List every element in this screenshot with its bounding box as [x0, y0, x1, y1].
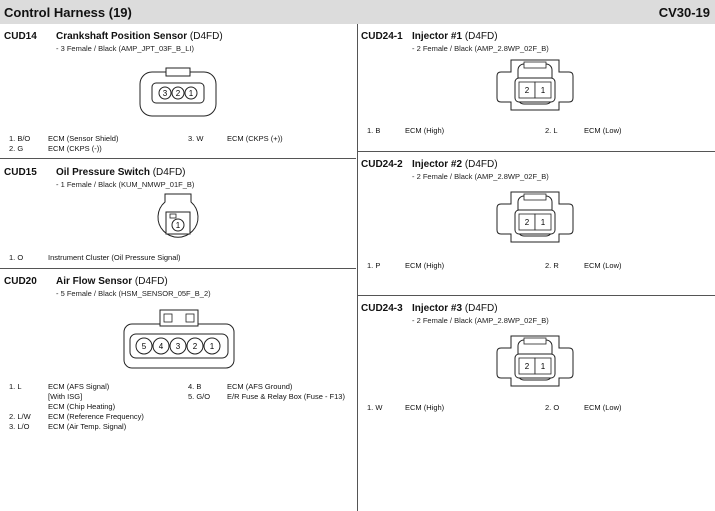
pin-label: 1: [540, 362, 546, 371]
pin-label: 1: [540, 86, 546, 95]
connector-spec: - 2 Female / Black (AMP_2.8WP_02F_B): [412, 316, 549, 325]
pin-description: E/R Fuse & Relay Box (Fuse - F13): [227, 392, 345, 401]
connector-id: CUD15: [4, 167, 37, 178]
pin-description: ECM (High): [405, 261, 445, 270]
connector-cud15-diagram: [157, 192, 199, 246]
pin-number: 1. B: [367, 126, 381, 135]
connector-name: Injector #3 (D4FD): [412, 303, 498, 314]
pin-number: 2. L: [545, 126, 558, 135]
connector-name: Injector #2 (D4FD): [412, 159, 498, 170]
connector-name: Crankshaft Position Sensor (D4FD): [56, 31, 223, 42]
connector-id: CUD24-2: [361, 159, 403, 170]
pin-description: ECM (Low): [584, 261, 622, 270]
pin-label: 1: [209, 342, 215, 351]
divider-cud15: [0, 268, 356, 269]
pin-label: 3: [175, 342, 181, 351]
connector-cud20-diagram: [124, 310, 234, 368]
pin-description: ECM (AFS Signal): [48, 382, 110, 391]
connector-id: CUD24-1: [361, 31, 403, 42]
connector-spec: - 1 Female / Black (KUM_NMWP_01F_B): [56, 180, 195, 189]
pin-number: 1. B/O: [9, 134, 31, 143]
connector-spec: - 5 Female / Black (HSM_SENSOR_05F_B_2): [56, 289, 211, 298]
connector-name: Injector #1 (D4FD): [412, 31, 498, 42]
connector-cud24-2-diagram: [497, 192, 573, 242]
pin-label: 1: [540, 218, 546, 227]
connector-name: Oil Pressure Switch (D4FD): [56, 167, 186, 178]
connector-id: CUD14: [4, 31, 37, 42]
divider-cud24-2: [358, 295, 715, 296]
pin-number: 2. L/W: [9, 412, 31, 421]
connector-spec: - 2 Female / Black (AMP_2.8WP_02F_B): [412, 44, 549, 53]
pin-description: ECM (Air Temp. Signal): [48, 422, 127, 431]
pin-number: 2. G: [9, 144, 24, 153]
pin-description: ECM (AFS Ground): [227, 382, 293, 391]
connector-spec: - 3 Female / Black (AMP_JPT_03F_B_LI): [56, 44, 194, 53]
page-header: [0, 0, 715, 24]
pin-number: 3. L/O: [9, 422, 30, 431]
pin-number: 1. W: [367, 403, 383, 412]
pin-description: ECM (Low): [584, 126, 622, 135]
pin-description: ECM (Sensor Shield): [48, 134, 119, 143]
pin-description: ECM (Low): [584, 403, 622, 412]
column-divider: [357, 24, 358, 511]
page-title: Control Harness (19): [4, 5, 132, 20]
pin-label: 1: [188, 89, 194, 98]
connector-spec: - 2 Female / Black (AMP_2.8WP_02F_B): [412, 172, 549, 181]
pin-number: 4. B: [188, 382, 202, 391]
divider-cud14: [0, 158, 356, 159]
pin-label: 5: [141, 342, 147, 351]
pin-label: 4: [158, 342, 164, 351]
connector-cud24-1-diagram: [497, 60, 573, 110]
pin-description: ECM (Reference Frequency): [48, 412, 144, 421]
pin-number: 2. R: [545, 261, 559, 270]
pin-description: ECM (High): [405, 403, 445, 412]
pin-number: 1. P: [367, 261, 381, 270]
connector-cud24-3-diagram: [497, 336, 573, 386]
connector-cud14-diagram: [140, 68, 216, 118]
pin-description: ECM (CKPS (+)): [227, 134, 283, 143]
pin-label: 1: [175, 221, 181, 230]
pin-label: 2: [524, 86, 530, 95]
connector-id: CUD24-3: [361, 303, 403, 314]
pin-description: Instrument Cluster (Oil Pressure Signal): [48, 253, 181, 262]
connector-name: Air Flow Sensor (D4FD): [56, 276, 168, 287]
pin-label: 2: [524, 362, 530, 371]
pin-number: 1. L: [9, 382, 22, 391]
pin-description: [With ISG]: [48, 392, 83, 401]
pin-number: 5. G/O: [188, 392, 211, 401]
pin-description: ECM (CKPS (-)): [48, 144, 102, 153]
pin-description: ECM (High): [405, 126, 445, 135]
pin-label: 2: [524, 218, 530, 227]
pin-description: ECM (Chip Heating): [48, 402, 116, 411]
pin-label: 2: [175, 89, 181, 98]
connector-id: CUD20: [4, 276, 37, 287]
page-code: CV30-19: [658, 5, 710, 20]
pin-number: 2. O: [545, 403, 560, 412]
pin-number: 3. W: [188, 134, 204, 143]
divider-cud24-1: [358, 151, 715, 152]
pin-number: 1. O: [9, 253, 24, 262]
pin-label: 3: [162, 89, 168, 98]
pin-label: 2: [192, 342, 198, 351]
